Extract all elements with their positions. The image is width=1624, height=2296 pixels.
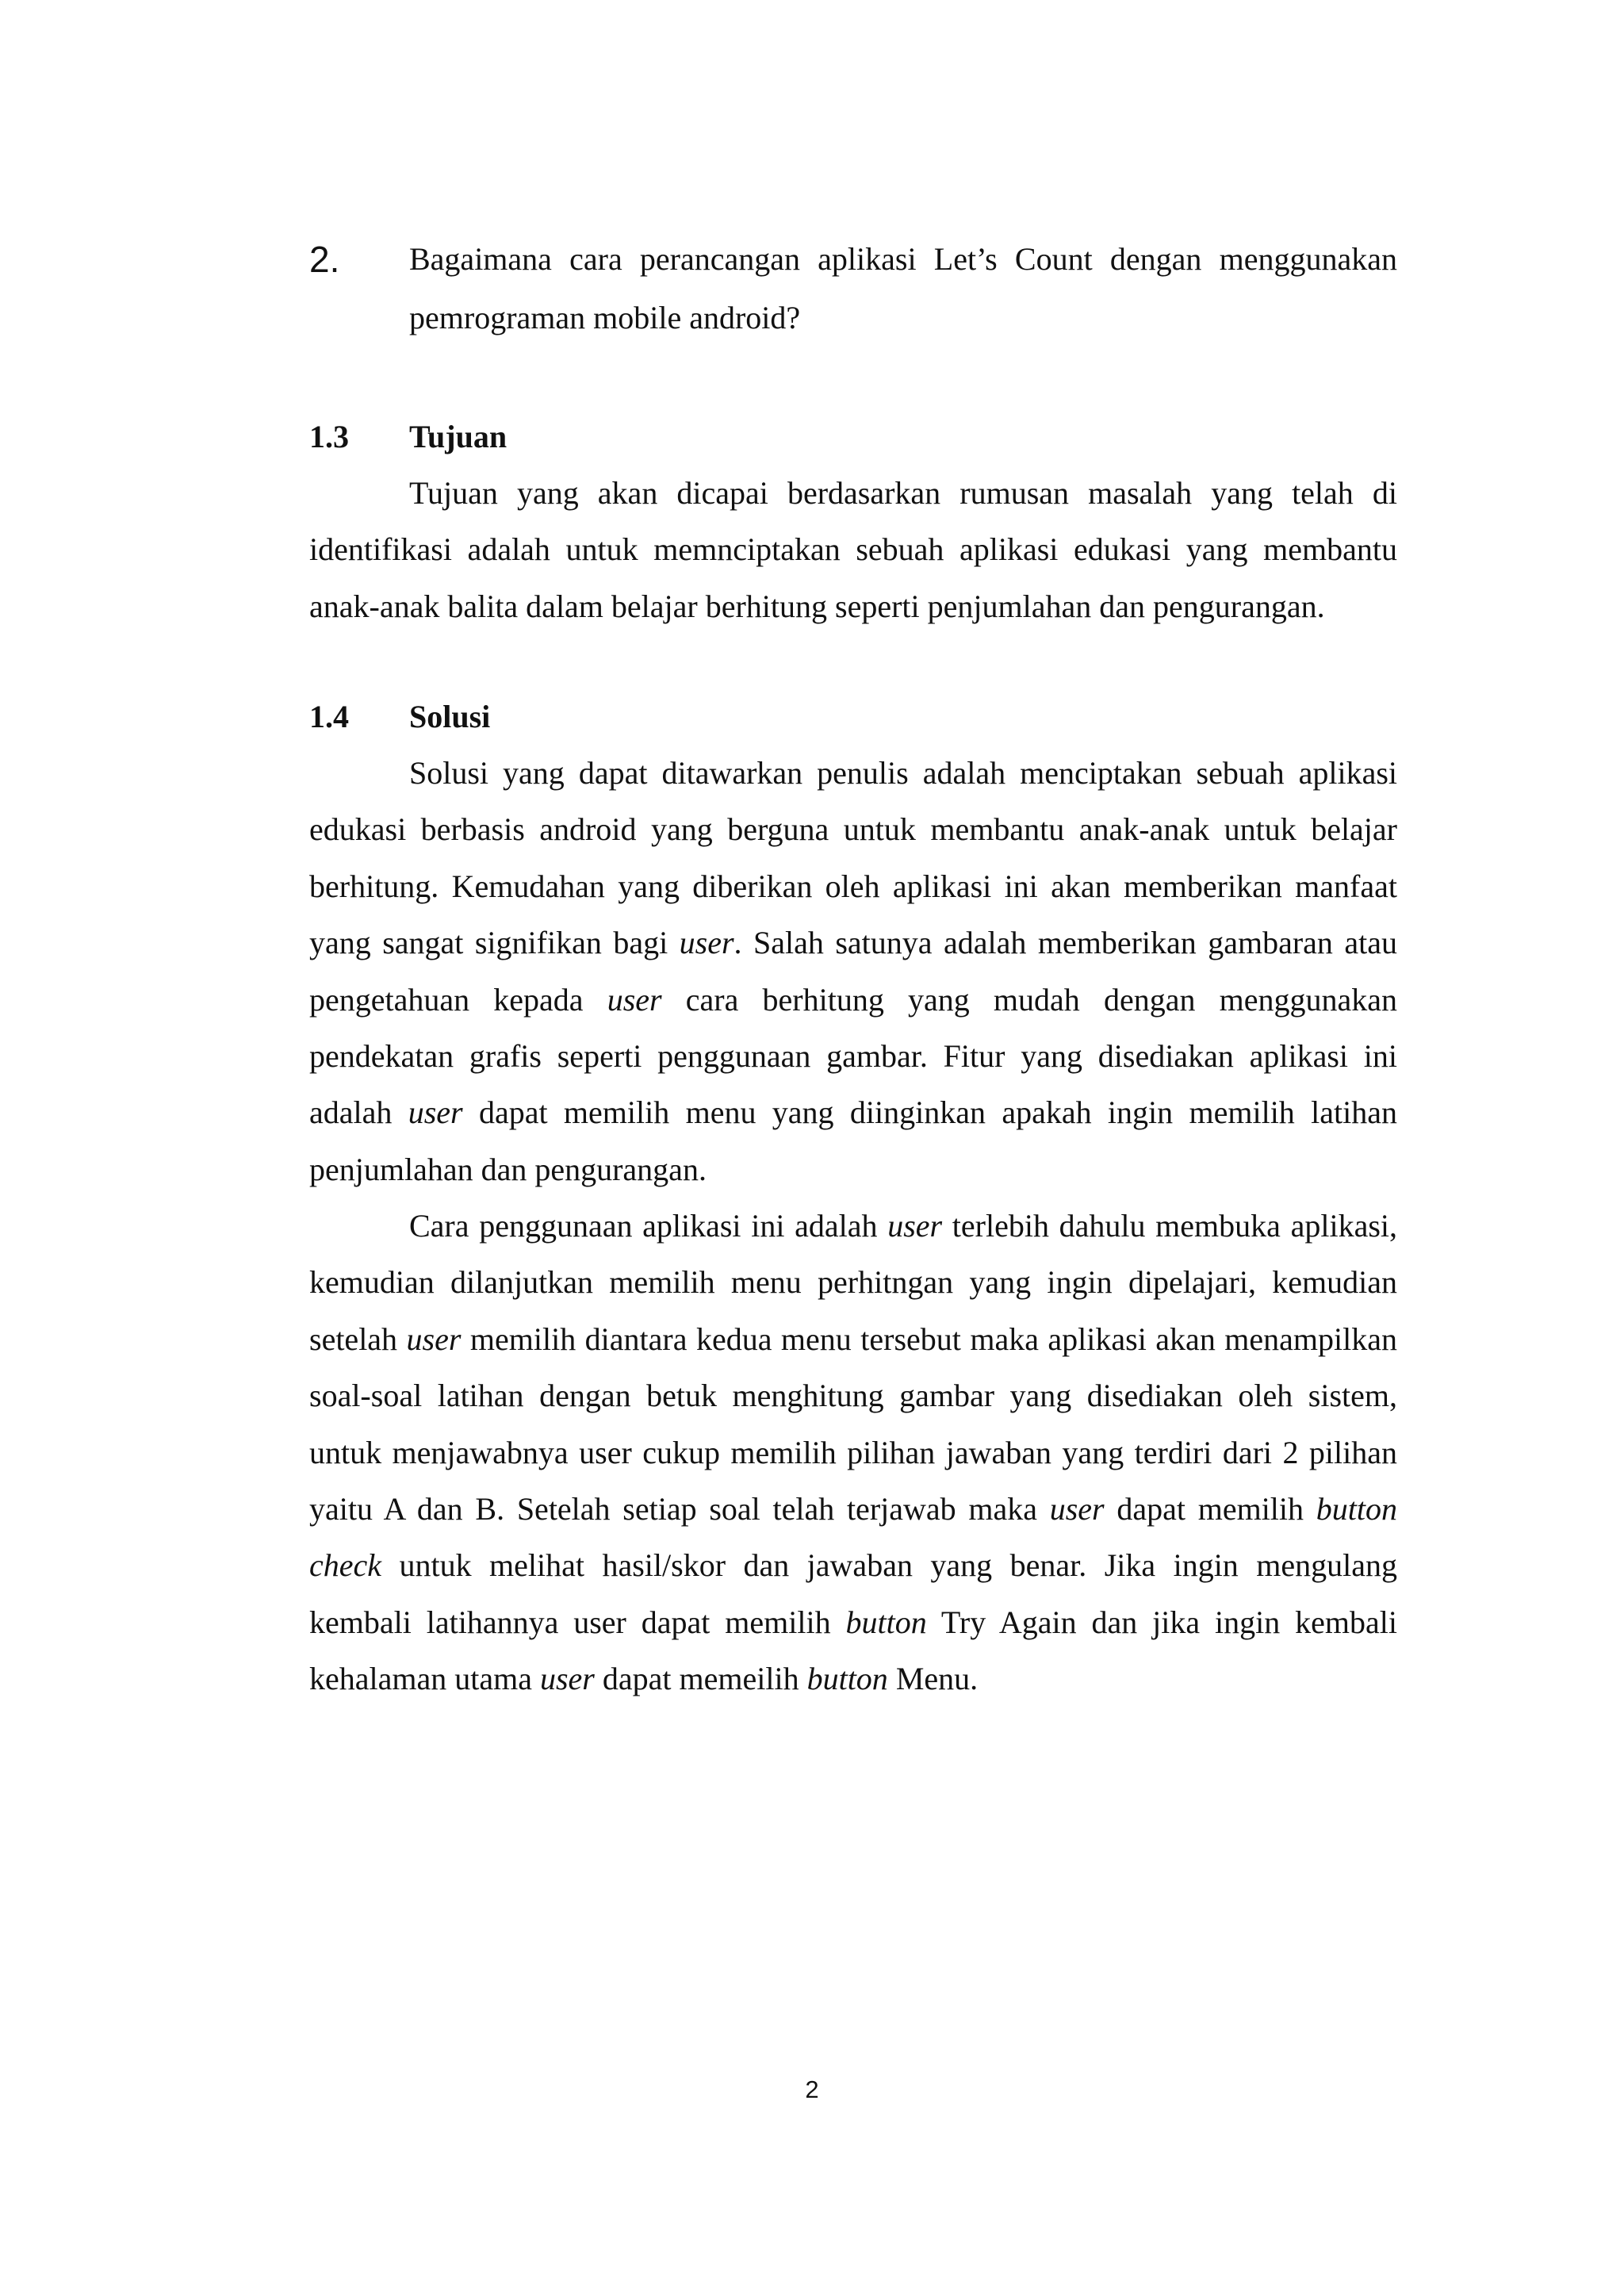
italic-term: user <box>539 1661 595 1697</box>
text-run: memilih diantara kedua menu tersebut maka aplikasi akan menampilkan soal-soal latihan dengan betuk menghitung gambar yang disediakan oleh sistem, untuk menjawabnya user cukup memilih pilihan jawaban yang terdiri dari 2 pilihan yaitu A dan B. Setelah setiap soal telah terjawab maka <box>309 1320 1397 1527</box>
page-number: 2 <box>805 2076 819 2103</box>
text-run: Solusi yang dapat ditawarkan penulis adalah menciptakan sebuah aplikasi edukasi berbasis android yang berguna untuk membantu anak-anak untuk belajar berhitung. Kemudahan yang diberikan oleh aplikasi ini akan memberikan manfaat yang sangat signifikan bagi <box>309 755 1397 961</box>
italic-term: user <box>607 981 662 1018</box>
section-heading-solusi <box>309 698 490 735</box>
text-run: Cara penggunaan aplikasi ini adalah <box>409 1208 888 1244</box>
text-run: cara berhitung yang mudah dengan menggunakan pendekatan grafis seperti penggunaan gambar. Fitur yang disediakan aplikasi ini adalah <box>309 981 1398 1131</box>
italic-term: user <box>1049 1491 1105 1527</box>
tujuan-paragraph: Tujuan yang akan dicapai berdasarkan rumusan masalah yang telah di identifikasi adalah untuk memnciptakan sebuah aplikasi edukasi yang membantu anak-anak balita dalam belajar berhitung seperti penjumlahan dan pengurangan. <box>309 475 1397 624</box>
text-run: dapat memilih <box>1104 1491 1316 1527</box>
text-run: dapat memeilih <box>594 1661 807 1697</box>
section-title: Tujuan <box>409 419 508 454</box>
italic-term: user <box>887 1208 943 1244</box>
item-number: 2. <box>309 239 340 280</box>
numbered-item-2 <box>309 230 1397 347</box>
text-run: terlebih dahulu membuka aplikasi, kemudian dilanjutkan memilih menu perhitngan yang ingin dipelajari, kemudian setelah <box>309 1208 1397 1357</box>
italic-term: button check <box>309 1491 1397 1584</box>
italic-term: user <box>679 925 734 961</box>
section-title: Solusi <box>409 699 491 734</box>
solusi-paragraph-1 <box>309 745 1397 1198</box>
italic-term: button <box>845 1604 927 1640</box>
italic-term: user <box>408 1094 463 1131</box>
section-number: 1.3 <box>309 419 349 454</box>
text-run: Menu. <box>887 1661 979 1697</box>
text-run: untuk melihat hasil/skor dan jawaban yang benar. Jika ingin mengulang kembali latihannya user dapat memilih <box>309 1547 1397 1640</box>
italic-term: user <box>406 1320 462 1357</box>
section-number: 1.4 <box>309 699 349 734</box>
text-run: . Salah satunya adalah memberikan gambaran atau pengetahuan kepada <box>309 925 1397 1018</box>
italic-term: button <box>806 1661 888 1697</box>
item-text: Bagaimana cara perancangan aplikasi Let’s Count dengan menggunakan pemrograman mobile android? <box>409 241 1397 335</box>
text-run: dapat memilih menu yang diinginkan apakah ingin memilih latihan penjumlahan dan pengurangan. <box>309 1094 1398 1187</box>
section-heading-tujuan <box>309 418 507 455</box>
text-run: Try Again dan jika ingin kembali kehalaman utama <box>309 1604 1398 1697</box>
solusi-paragraph-2 <box>309 1198 1397 1708</box>
